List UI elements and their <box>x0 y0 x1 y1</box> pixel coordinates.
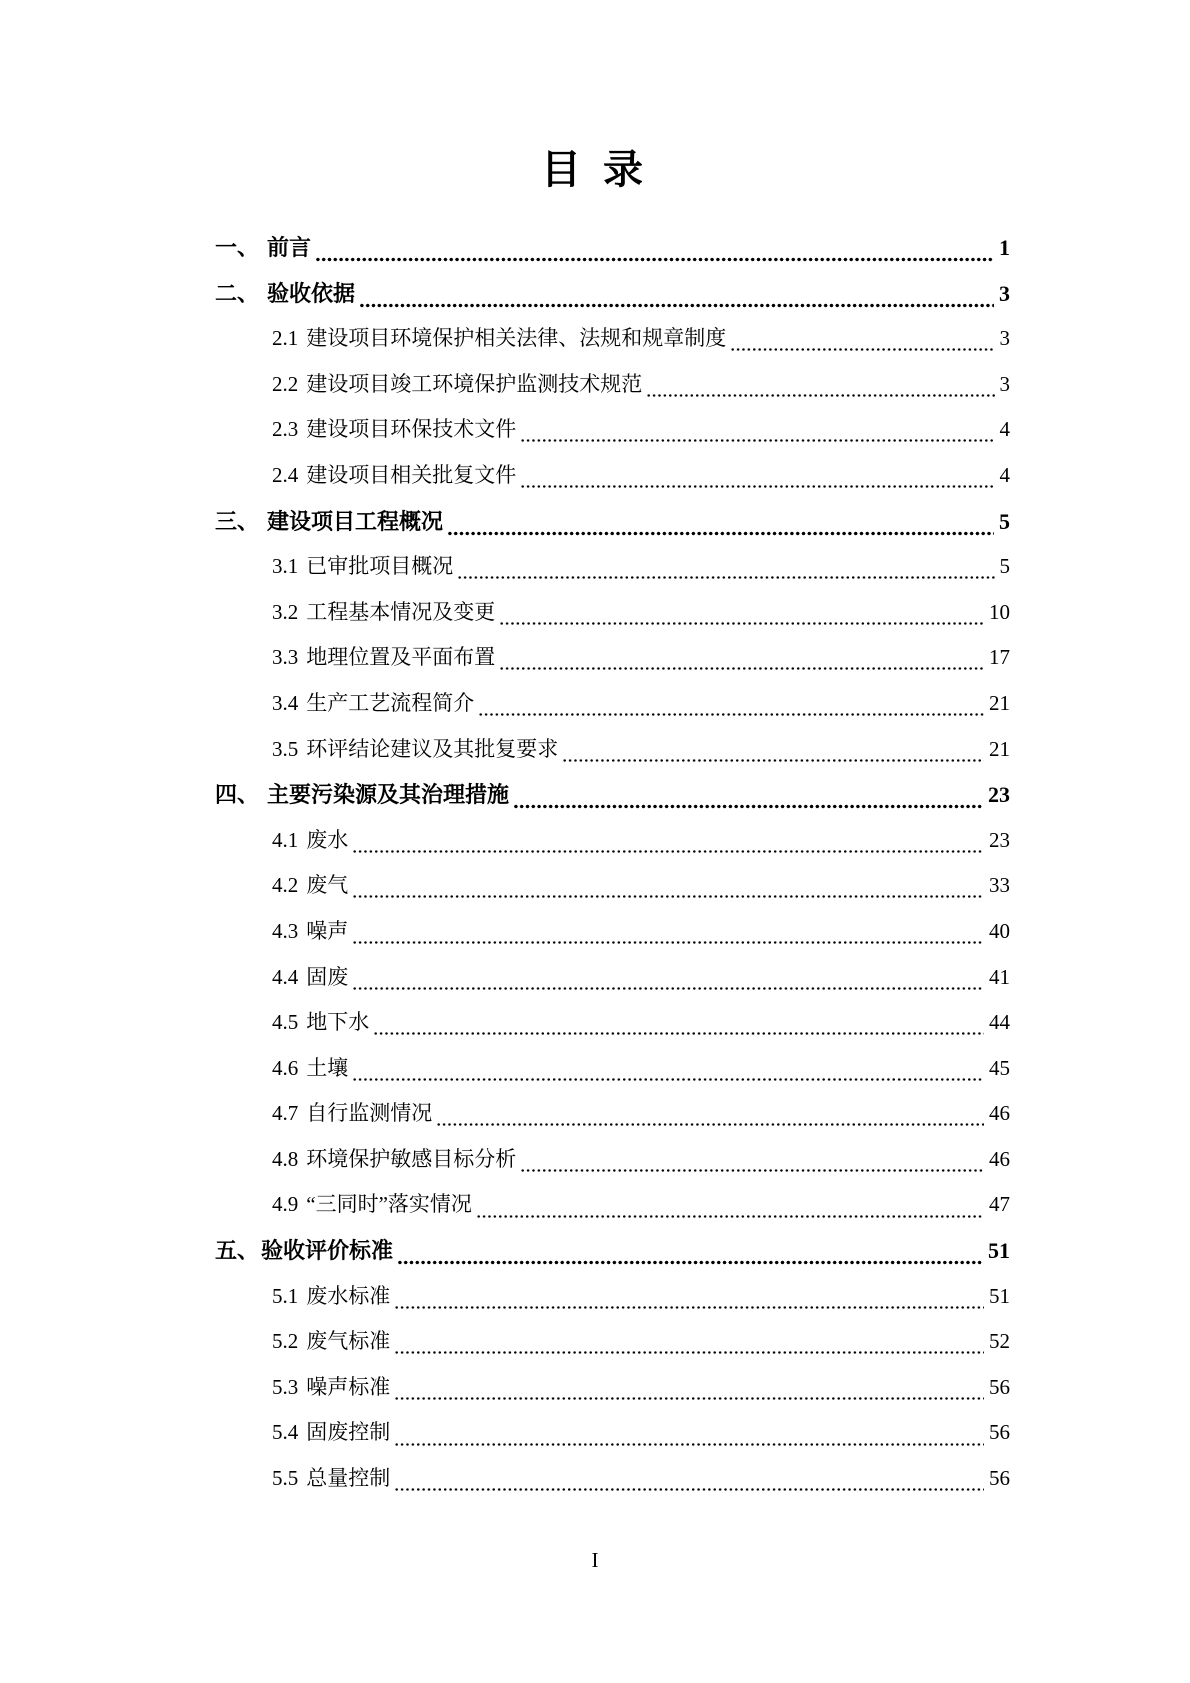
toc-entry-acceptance-basis[interactable] <box>215 271 1010 317</box>
leader-dots <box>373 1030 984 1038</box>
toc-entry-page: 21 <box>989 736 1010 761</box>
leader-dots <box>352 1075 984 1083</box>
toc-entry-number: 4.5 <box>272 1010 299 1035</box>
toc-entry-title: 噪声 <box>306 918 349 943</box>
toc-entry-page: 46 <box>989 1101 1010 1126</box>
toc-entry-number: 四、 <box>215 782 260 808</box>
toc-entry-4-5[interactable] <box>215 1000 1010 1046</box>
toc-entry-title: 验收依据 <box>267 280 356 306</box>
toc-entry-title: 废水 <box>306 827 349 852</box>
toc-entry-number: 2.3 <box>272 417 299 442</box>
toc-entry-3-3[interactable] <box>215 635 1010 681</box>
toc-entry-title: 已审批项目概况 <box>306 554 454 579</box>
toc-entry-number: 2.2 <box>272 371 299 396</box>
toc-entry-page: 4 <box>999 417 1010 442</box>
toc-entry-number: 4.9 <box>272 1192 299 1217</box>
toc-entry-number: 一、 <box>215 235 260 260</box>
toc-entry-4-3[interactable] <box>215 909 1010 955</box>
leader-dots <box>315 256 994 264</box>
toc-entry-title: 环境保护敏感目标分析 <box>306 1146 517 1171</box>
toc-entry-page: 45 <box>989 1055 1010 1080</box>
toc-entry-number: 三、 <box>215 508 260 534</box>
toc-entry-number: 2.1 <box>272 326 299 351</box>
leader-dots <box>394 1440 984 1448</box>
leader-dots <box>359 301 994 309</box>
leader-dots <box>520 483 994 491</box>
toc-entry-4-2[interactable] <box>215 863 1010 909</box>
toc-entry-title: 验收评价标准 <box>261 1238 394 1264</box>
toc-entry-page: 51 <box>989 1283 1010 1308</box>
toc-entry-page: 3 <box>999 371 1010 396</box>
leader-dots <box>499 665 984 673</box>
toc-entry-page: 23 <box>988 782 1010 808</box>
toc-entry-title: 废气 <box>306 873 349 898</box>
toc-entry-number: 3.5 <box>272 736 299 761</box>
toc-entry-number: 5.2 <box>272 1329 299 1354</box>
leader-dots <box>520 437 994 445</box>
toc-entry-number: 4.8 <box>272 1146 299 1171</box>
toc-entry-page: 44 <box>989 1010 1010 1035</box>
leader-dots <box>352 984 984 992</box>
leader-dots <box>352 939 984 947</box>
toc-entry-pollution-sources[interactable] <box>215 772 1010 818</box>
leader-dots <box>562 756 984 764</box>
toc-entry-3-4[interactable] <box>215 681 1010 727</box>
toc-entry-number: 4.3 <box>272 918 299 943</box>
toc-entry-number: 4.6 <box>272 1055 299 1080</box>
toc-entry-title: 废气标准 <box>306 1329 391 1354</box>
toc-entry-page: 33 <box>989 873 1010 898</box>
toc-entry-2-3[interactable] <box>215 407 1010 453</box>
toc-entry-4-1[interactable] <box>215 818 1010 864</box>
toc-entry-page: 5 <box>999 508 1010 534</box>
toc-entry-page: 5 <box>999 554 1010 579</box>
page-title: 目 录 <box>541 147 649 192</box>
toc-entry-3-1[interactable] <box>215 544 1010 590</box>
toc-entry-title: 主要污染源及其治理措施 <box>267 782 510 808</box>
toc-entry-number: 4.2 <box>272 873 299 898</box>
toc-entry-number: 3.1 <box>272 554 299 579</box>
toc-entry-title: 噪声标准 <box>306 1374 391 1399</box>
toc-entry-page: 17 <box>989 645 1010 670</box>
leader-dots <box>646 391 994 399</box>
toc-entry-title: “三同时”落实情况 <box>306 1192 472 1217</box>
toc-entry-2-4[interactable] <box>215 453 1010 499</box>
leader-dots <box>457 574 994 582</box>
leader-dots <box>499 619 984 627</box>
toc-entry-page: 46 <box>989 1146 1010 1171</box>
toc-entry-page: 23 <box>989 827 1010 852</box>
toc-entry-title: 环评结论建议及其批复要求 <box>306 736 559 761</box>
toc-entry-3-2[interactable] <box>215 590 1010 636</box>
leader-dots <box>352 893 984 901</box>
table-of-contents <box>215 225 1010 1502</box>
toc-entry-4-9[interactable] <box>215 1182 1010 1228</box>
toc-entry-page: 47 <box>989 1192 1010 1217</box>
toc-entry-number: 5.1 <box>272 1283 299 1308</box>
leader-dots <box>394 1394 984 1402</box>
toc-entry-page: 56 <box>989 1374 1010 1399</box>
leader-dots <box>447 529 994 537</box>
toc-entry-page: 10 <box>989 599 1010 624</box>
toc-entry-preface[interactable] <box>215 225 1010 271</box>
toc-entry-4-7[interactable] <box>215 1091 1010 1137</box>
toc-entry-5-4[interactable] <box>215 1410 1010 1456</box>
toc-entry-title: 总量控制 <box>306 1466 391 1491</box>
toc-entry-title: 工程基本情况及变更 <box>306 599 496 624</box>
toc-entry-3-5[interactable] <box>215 727 1010 773</box>
leader-dots <box>476 1212 984 1220</box>
toc-entry-page: 21 <box>989 690 1010 715</box>
toc-entry-title: 土壤 <box>306 1055 349 1080</box>
toc-entry-title: 自行监测情况 <box>306 1101 433 1126</box>
toc-entry-title: 废水标准 <box>306 1283 391 1308</box>
toc-entry-title: 固废 <box>306 964 349 989</box>
toc-entry-number: 3.2 <box>272 599 299 624</box>
leader-dots <box>352 847 984 855</box>
toc-entry-number: 5.4 <box>272 1420 299 1445</box>
toc-entry-page: 3 <box>999 326 1010 351</box>
toc-entry-page: 40 <box>989 918 1010 943</box>
toc-entry-title: 建设项目相关批复文件 <box>306 462 517 487</box>
toc-entry-acceptance-standards[interactable] <box>215 1228 1010 1274</box>
toc-entry-5-1[interactable] <box>215 1274 1010 1320</box>
toc-entry-title: 生产工艺流程简介 <box>306 690 475 715</box>
leader-dots <box>436 1121 984 1129</box>
toc-entry-title: 建设项目竣工环境保护监测技术规范 <box>306 371 643 396</box>
page-footer-number: I <box>591 1548 599 1572</box>
toc-entry-5-5[interactable] <box>215 1456 1010 1502</box>
toc-entry-page: 1 <box>999 235 1010 260</box>
toc-entry-title: 建设项目环保技术文件 <box>306 417 517 442</box>
toc-entry-4-4[interactable] <box>215 955 1010 1001</box>
leader-dots <box>513 803 983 811</box>
toc-entry-page: 56 <box>989 1420 1010 1445</box>
toc-entry-title: 固废控制 <box>306 1420 391 1445</box>
toc-entry-page: 4 <box>999 462 1010 487</box>
toc-entry-5-2[interactable] <box>215 1319 1010 1365</box>
toc-entry-2-1[interactable] <box>215 316 1010 362</box>
toc-entry-number: 3.3 <box>272 645 299 670</box>
leader-dots <box>730 346 994 354</box>
toc-entry-title: 建设项目工程概况 <box>267 508 444 534</box>
toc-entry-4-6[interactable] <box>215 1046 1010 1092</box>
toc-entry-page: 56 <box>989 1466 1010 1491</box>
toc-entry-number: 5.5 <box>272 1466 299 1491</box>
toc-entry-2-2[interactable] <box>215 362 1010 408</box>
toc-entry-page: 41 <box>989 964 1010 989</box>
toc-entry-title: 前言 <box>267 235 312 260</box>
toc-entry-number: 4.7 <box>272 1101 299 1126</box>
leader-dots <box>394 1486 984 1494</box>
toc-entry-title: 建设项目环境保护相关法律、法规和规章制度 <box>306 326 727 351</box>
toc-entry-project-overview[interactable] <box>215 499 1010 545</box>
toc-entry-5-3[interactable] <box>215 1365 1010 1411</box>
leader-dots <box>394 1349 984 1357</box>
toc-entry-number: 五、 <box>215 1238 260 1264</box>
leader-dots <box>478 711 984 719</box>
toc-entry-title: 地下水 <box>306 1010 370 1035</box>
toc-entry-page: 52 <box>989 1329 1010 1354</box>
toc-entry-number: 2.4 <box>272 462 299 487</box>
toc-entry-4-8[interactable] <box>215 1137 1010 1183</box>
toc-entry-number: 二、 <box>215 280 260 306</box>
toc-entry-page: 3 <box>999 280 1010 306</box>
toc-entry-number: 4.1 <box>272 827 299 852</box>
toc-entry-page: 51 <box>988 1238 1010 1264</box>
toc-entry-number: 4.4 <box>272 964 299 989</box>
leader-dots <box>397 1259 983 1267</box>
toc-entry-title: 地理位置及平面布置 <box>306 645 496 670</box>
leader-dots <box>394 1303 984 1311</box>
leader-dots <box>520 1166 984 1174</box>
toc-entry-number: 5.3 <box>272 1374 299 1399</box>
toc-entry-number: 3.4 <box>272 690 299 715</box>
